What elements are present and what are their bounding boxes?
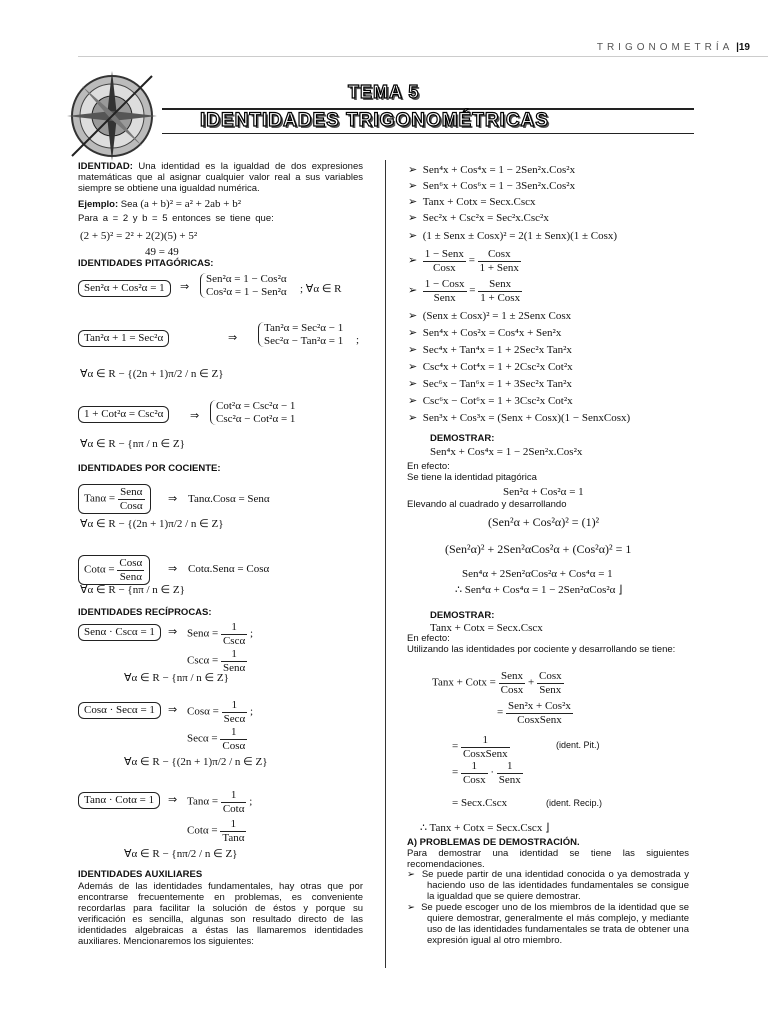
fraction xyxy=(478,248,521,274)
demo2-step1 xyxy=(432,670,564,696)
coc2-fraction xyxy=(117,557,144,583)
rec1-b-num: 1 xyxy=(221,648,247,662)
rec2-a-frac xyxy=(222,699,248,725)
rec1-eq-b xyxy=(187,648,247,674)
rec1-a-num: 1 xyxy=(221,621,247,635)
page-title: IDENTIDADES TRIGONOMÉTRICAS xyxy=(200,110,549,131)
pythagorean-identity-3: 1 + Cot²α = Csc²α xyxy=(78,406,169,423)
fraction xyxy=(461,734,510,760)
rec3-eq-b xyxy=(187,818,246,844)
list-item xyxy=(408,395,708,412)
auxiliary-identity-list xyxy=(408,164,708,429)
pythagorean-2-derived xyxy=(258,322,343,347)
rec2-b-num: 1 xyxy=(220,726,247,740)
demo1-eq2: (Sen²α + Cos²α)² = (1)² xyxy=(488,515,600,529)
demo2-text1: Utilizando las identidades por cociente y desarrollando se tiene: xyxy=(407,644,676,655)
rec2-eq-a: Cosα = $\frac{1}{\text{Secα}}$ ; xyxy=(187,699,254,725)
compass-logo-icon xyxy=(62,66,162,166)
list-item xyxy=(408,212,708,230)
example-line xyxy=(78,198,241,211)
example-formula: (a + b)² = a² + 2ab + b² xyxy=(140,198,241,210)
bullet-arrow-icon: ➢ xyxy=(407,869,415,880)
coc2-condition: ∀α ∈ R − {nπ / n ∈ Z} xyxy=(80,584,185,596)
definition-paragraph xyxy=(78,162,363,195)
rec3-b-den: Tanα xyxy=(222,831,245,844)
problems-recommendations xyxy=(407,870,689,946)
list-item xyxy=(408,344,708,361)
rec2-condition: ∀α ∈ R − {(2n + 1)π/2 / n ∈ Z} xyxy=(124,756,268,768)
denominator: Senx xyxy=(498,773,521,786)
bullet-arrow-icon: ➢ xyxy=(408,310,418,322)
list-item xyxy=(408,278,708,310)
denominator: 1 + Senx xyxy=(479,261,519,274)
pit2-condition: ∀α ∈ R − {(2n + 1)π/2 / n ∈ Z} xyxy=(80,368,224,380)
pit2-derived-a: Tan²α = Sec²α − 1 xyxy=(264,322,344,334)
title-rule-bottom xyxy=(162,133,694,134)
rec2-b-frac xyxy=(220,726,247,752)
bullet-arrow-icon: ➢ xyxy=(408,284,418,297)
rec3-eq-a: Tanα = $\frac{1}{\text{Cotα}}$ ; xyxy=(187,789,253,815)
equals-sign: = xyxy=(452,766,459,779)
bullet-arrow-icon: ➢ xyxy=(408,196,418,208)
numerator: Cosx xyxy=(478,248,521,262)
fraction xyxy=(423,278,467,304)
definition-label: IDENTIDAD: xyxy=(78,161,133,172)
demo1-eq4: Sen⁴α + 2Sen²αCos²α + Cos⁴α = 1 xyxy=(462,568,613,580)
pythagorean-title: IDENTIDADES PITAGÓRICAS: xyxy=(78,258,214,269)
rec2-a-den: Secα xyxy=(223,712,246,725)
numerator: 1 xyxy=(461,760,488,774)
bullet-arrow-icon: ➢ xyxy=(408,180,418,192)
reciprocal-identity-tan-cot: Tanα · Cotα = 1 xyxy=(78,792,160,809)
numerator: Sen²x + Cos²x xyxy=(507,700,571,712)
example-label: Ejemplo: xyxy=(78,199,119,210)
demo1-text1: Se tiene la identidad pitagórica xyxy=(407,472,537,483)
coc2-den: Senα xyxy=(119,570,142,583)
rec3-b-lhs: Cotα = xyxy=(187,824,218,837)
pit3-condition: ∀α ∈ R − {nπ / n ∈ Z} xyxy=(80,438,185,450)
auxiliary-title: IDENTIDADES AUXILIARES xyxy=(78,869,203,880)
header-sep: | xyxy=(733,42,739,53)
implies-arrow: ⇒ xyxy=(168,626,178,638)
rec3-condition: ∀α ∈ R − {nπ/2 / n ∈ Z} xyxy=(124,848,238,860)
pythagorean-3-derived xyxy=(210,400,295,425)
fraction xyxy=(506,700,573,726)
coc2-lhs: Cotα = xyxy=(84,563,115,576)
implies-arrow: ⇒ xyxy=(190,410,200,422)
equals-sign: = xyxy=(468,254,475,267)
example-eq1: (2 + 5)² = 2² + 2(2)(5) + 5² xyxy=(80,230,198,242)
rec3-b-frac xyxy=(220,818,246,844)
bullet-arrow-icon: ➢ xyxy=(407,901,415,913)
demo2-label: DEMOSTRAR: xyxy=(430,610,495,621)
identity-text: Tanx + Cotx = Secx.Cscx xyxy=(422,196,536,208)
rec2-eq-b xyxy=(187,726,247,752)
demo2-expression: Tanx + Cotx = Secx.Cscx xyxy=(430,622,543,634)
fraction xyxy=(537,670,564,696)
column-divider xyxy=(385,160,386,968)
list-item xyxy=(408,310,708,327)
rec1-eq-a: Senα = $\frac{1}{\text{Cscα}}$ ; xyxy=(187,621,254,647)
demo2-recip-note: (ident. Recip.) xyxy=(546,798,603,808)
identity-text: Sen⁴x + Cos⁴x = 1 − 2Sen²x.Cos²x xyxy=(422,164,576,176)
multiply-dot: · xyxy=(490,766,495,779)
demo1-conclusion: ∴ Sen⁴α + Cos⁴α = 1 − 2Sen²αCos²α ⌋ xyxy=(455,584,623,596)
demo2-step2 xyxy=(497,700,573,726)
implies-arrow: ⇒ xyxy=(168,563,178,575)
fraction xyxy=(423,248,466,274)
rec3-a-frac xyxy=(221,789,247,815)
implies-arrow: ⇒ xyxy=(168,794,178,806)
pit1-derived-b: Cos²α = 1 − Sen²α xyxy=(206,285,287,298)
pit3-derived-b: Csc²α − Cot²α = 1 xyxy=(216,412,296,425)
list-item xyxy=(408,196,708,212)
recommendation-text: Se puede partir de una identidad conocida o ya demostrada y haciendo uso de las identidades fundamentales se consigue la igualdad que se quiere demostrar. xyxy=(421,869,689,902)
list-item xyxy=(408,361,708,378)
fraction xyxy=(461,760,488,786)
reciprocal-identity-cos-sec: Cosα · Secα = 1 xyxy=(78,702,161,719)
rec1-b-frac xyxy=(221,648,247,674)
identity-text: (Senx ± Cosx)² = 1 ± 2Senx Cosx xyxy=(422,310,572,322)
identity-text: (1 ± Senx ± Cosx)² = 2(1 ± Senx)(1 ± Cosx) xyxy=(422,230,618,242)
header-course: TRIGONOMETRÍA xyxy=(596,42,734,53)
identity-text: Sec⁴x + Tan⁴x = 1 + 2Sec²x Tan²x xyxy=(422,344,572,356)
page-number: 19 xyxy=(738,42,750,53)
identity-text: Csc⁶x − Cot⁶x = 1 + 3Csc²x Cot²x xyxy=(422,395,573,407)
fraction xyxy=(478,278,522,304)
demo1-efecto: En efecto: xyxy=(407,461,450,472)
rec3-a-lhs: Tanα = xyxy=(187,795,219,808)
denominator: Cosx xyxy=(433,261,456,274)
definition-text: Una identidad es la igualdad de dos expresiones matemáticas que al asignar cualquier valor real a sus variables siempre se obtiene una igualdad numérica. xyxy=(78,161,363,194)
demo1-expression: Sen⁴x + Cos⁴x = 1 − 2Sen²x.Cos²x xyxy=(430,446,583,458)
identity-text: Csc⁴x + Cot⁴x = 1 + 2Csc²x Cot²x xyxy=(422,361,573,373)
rec1-condition: ∀α ∈ R − {nπ / n ∈ Z} xyxy=(124,672,229,684)
implies-arrow: ⇒ xyxy=(180,281,190,293)
bullet-arrow-icon: ➢ xyxy=(408,412,418,424)
numerator: Senx xyxy=(499,670,526,684)
demo1-eq3: (Sen²α)² + 2Sen²αCos²α + (Cos²α)² = 1 xyxy=(445,542,632,556)
numerator: 1 xyxy=(461,734,510,748)
demo2-efecto: En efecto: xyxy=(407,633,450,644)
coc1-den: Cosα xyxy=(119,499,143,512)
bullet-arrow-icon: ➢ xyxy=(408,361,418,373)
demo1-text2: Elevando al cuadrado y desarrollando xyxy=(407,499,567,510)
rec1-a-frac xyxy=(221,621,247,647)
coc2-result: Cotα.Senα = Cosα xyxy=(188,563,270,575)
list-item xyxy=(408,248,708,278)
implies-arrow: ⇒ xyxy=(168,704,178,716)
denominator: Cosx xyxy=(500,683,524,696)
coc2-num: Cosα xyxy=(119,557,143,569)
example-values: Para a = 2 y b = 5 entonces se tiene que: xyxy=(78,213,274,224)
problems-intro: Para demostrar una identidad se tiene las siguientes recomendaciones. xyxy=(407,848,689,870)
coc1-fraction xyxy=(118,486,145,512)
list-item xyxy=(408,180,708,196)
bullet-arrow-icon: ➢ xyxy=(408,378,418,390)
list-item xyxy=(408,164,708,180)
quotient-title: IDENTIDADES POR COCIENTE: xyxy=(78,463,221,474)
rec3-a-den: Cotα xyxy=(222,802,245,815)
quotient-identity-cot xyxy=(78,555,150,585)
list-item xyxy=(408,230,708,248)
demo2-step3 xyxy=(452,734,510,760)
numerator: Cosx xyxy=(538,670,562,682)
numerator: 1 − Cosx xyxy=(424,278,465,290)
denominator: CosxSenx xyxy=(462,747,508,760)
implies-arrow: ⇒ xyxy=(168,493,178,505)
bullet-arrow-icon: ➢ xyxy=(408,327,418,339)
pit3-derived-a: Cot²α = Csc²α − 1 xyxy=(216,400,296,412)
reciprocal-identity-sen-csc: Senα · Cscα = 1 xyxy=(78,624,161,641)
rec1-b-lhs: Cscα = xyxy=(187,654,219,667)
reciprocal-title: IDENTIDADES RECÍPROCAS: xyxy=(78,607,212,618)
rec1-b-den: Senα xyxy=(222,661,246,674)
coc1-result: Tanα.Cosα = Senα xyxy=(188,493,270,505)
denominator: CosxSenx xyxy=(517,713,562,726)
example-eq2: 49 = 49 xyxy=(145,246,179,258)
pit2-derived-b: Sec²α − Tan²α = 1 xyxy=(264,334,344,347)
identity-text: Sen⁴x + Cos²x = Cos⁴x + Sen²x xyxy=(422,327,562,339)
quotient-identity-tan xyxy=(78,484,151,514)
numerator: 1 xyxy=(497,760,523,774)
equals-sign: = xyxy=(452,740,459,753)
demo2-step5: = Secx.Cscx xyxy=(452,797,508,809)
step-lhs: Tanx + Cotx = xyxy=(432,676,496,689)
list-item xyxy=(407,870,689,903)
problems-title: A) PROBLEMAS DE DEMOSTRACIÓN. xyxy=(407,837,580,848)
identity-text: Sec⁶x − Tan⁶x = 1 + 3Sec²x Tan²x xyxy=(422,378,572,390)
list-item xyxy=(408,378,708,395)
header-rule xyxy=(78,56,768,57)
pythagorean-1-derived xyxy=(200,273,287,298)
rec3-b-num: 1 xyxy=(220,818,246,832)
bullet-arrow-icon: ➢ xyxy=(408,344,418,356)
demo2-conclusion: ∴ Tanx + Cotx = Secx.Cscx ⌋ xyxy=(420,822,550,834)
recommendation-text: Se puede escoger uno de los miembros de la identidad que se quiere demostrar, generalmente el más complejo, y mediante uso de las identidades fundamentales se trata de obtener una expresión igual al otro miembro. xyxy=(421,901,690,946)
equals-sign: = xyxy=(497,706,504,719)
rec2-b-den: Cosα xyxy=(222,739,246,752)
list-item xyxy=(407,903,689,947)
pit1-condition: ; ∀α ∈ R xyxy=(300,283,342,295)
pythagorean-identity-2: Tan²α + 1 = Sec²α xyxy=(78,330,169,347)
auxiliary-text: Además de las identidades fundamentales, hay otras que por encontrarse frecuentemente en problemas, es conveniente recordarlas para facilitar la solución de éstos y porque su verificación es sencilla, algunas son resultado directo de las identidades algebraicas a éstas las llamaremos identidades auxiliares. Mencionaremos los siguientes: xyxy=(78,881,363,947)
equals-sign: = xyxy=(469,284,476,297)
bullet-arrow-icon: ➢ xyxy=(408,254,418,267)
running-header xyxy=(597,42,750,54)
identity-text: Sec²x + Csc²x = Sec²x.Csc²x xyxy=(422,212,549,224)
denominator: 1 + Cosx xyxy=(480,291,521,304)
list-item xyxy=(408,412,708,429)
demo1-label: DEMOSTRAR: xyxy=(430,433,495,444)
bullet-arrow-icon: ➢ xyxy=(408,164,418,176)
numerator: Senx xyxy=(478,278,522,292)
bullet-arrow-icon: ➢ xyxy=(408,230,418,242)
demo2-pit-note: (ident. Pit.) xyxy=(556,740,600,750)
fraction xyxy=(499,670,526,696)
coc1-condition: ∀α ∈ R − {(2n + 1)π/2 / n ∈ Z} xyxy=(80,518,224,530)
demo2-step4 xyxy=(452,760,523,786)
denominator: Senx xyxy=(539,683,562,696)
rec2-b-lhs: Secα = xyxy=(187,732,218,745)
coc1-lhs: Tanα = xyxy=(84,492,116,505)
identity-text: Sen³x + Cos³x = (Senx + Cosx)(1 − SenxCosx) xyxy=(422,412,631,424)
rec3-a-num: 1 xyxy=(221,789,247,803)
example-sea: Sea xyxy=(118,199,138,210)
rec2-a-num: 1 xyxy=(222,699,248,713)
demo1-eq1: Sen²α + Cos²α = 1 xyxy=(503,486,584,498)
topic-number: TEMA 5 xyxy=(348,82,420,102)
bullet-arrow-icon: ➢ xyxy=(408,395,418,407)
implies-arrow: ⇒ xyxy=(228,332,238,344)
numerator: 1 − Senx xyxy=(424,248,464,260)
pythagorean-identity-1: Sen²α + Cos²α = 1 xyxy=(78,280,171,297)
coc1-num: Senα xyxy=(118,486,145,500)
list-item xyxy=(408,327,708,344)
rec1-a-lhs: Senα = xyxy=(187,627,219,640)
denominator: Cosx xyxy=(462,773,486,786)
fraction xyxy=(497,760,523,786)
denominator: Senx xyxy=(433,291,456,304)
rec2-a-lhs: Cosα = xyxy=(187,705,219,718)
rec1-a-den: Cscα xyxy=(222,634,246,647)
bullet-arrow-icon: ➢ xyxy=(408,212,418,224)
pit1-derived-a: Sen²α = 1 − Cos²α xyxy=(206,273,287,285)
plus-sign: + xyxy=(528,676,535,689)
pit2-semicolon: ; xyxy=(356,334,360,346)
identity-text: Sen⁶x + Cos⁶x = 1 − 3Sen²x.Cos²x xyxy=(422,180,576,192)
